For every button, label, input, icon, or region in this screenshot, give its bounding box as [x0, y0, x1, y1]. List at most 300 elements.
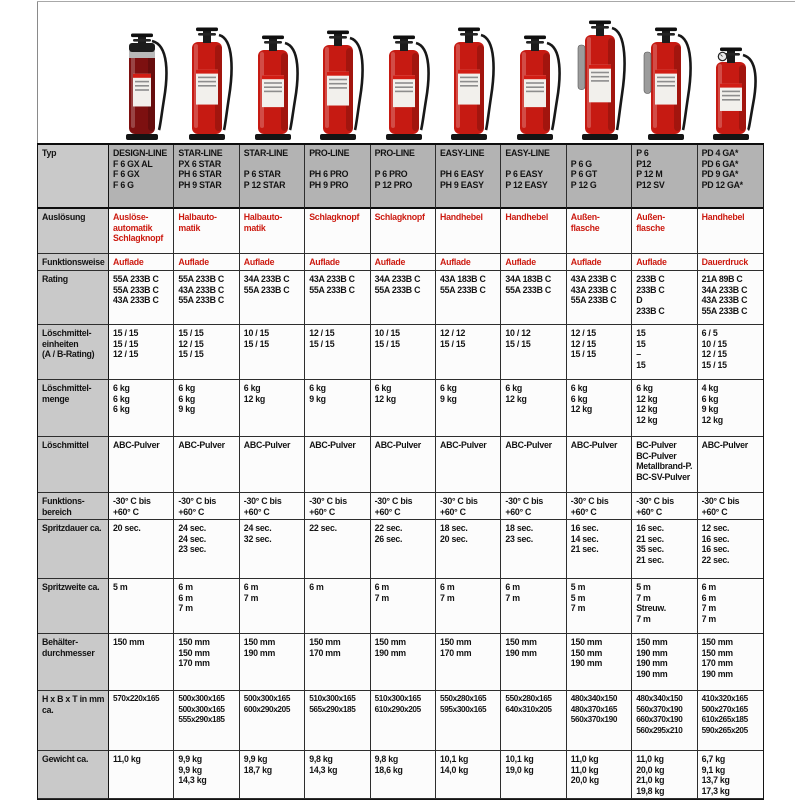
text-line: 34A 233B C	[701, 284, 748, 295]
text-line: 55A 233B C	[178, 274, 224, 284]
text-line: 55A 233B C	[178, 295, 224, 306]
spritzdauer-cell-product-6	[436, 520, 501, 579]
text-line: PH 9 STAR	[178, 179, 222, 190]
text-line: 15 / 15	[440, 338, 466, 349]
text-line: 170 mm	[178, 658, 210, 669]
ausloesung-cell-product-2	[174, 209, 239, 254]
masse-cell-product-1	[109, 691, 174, 751]
text-line: 15 / 15	[178, 349, 204, 360]
text-line: EASY-LINE	[505, 148, 550, 158]
text-line: Löschmittel-	[42, 383, 92, 393]
loeschmittel-cell-product-2	[174, 437, 239, 493]
text-line: P 6 G	[570, 158, 592, 169]
text-line: 10 / 15	[374, 328, 400, 338]
text-line: 5 m	[570, 592, 586, 603]
einheiten-cell-product-8	[567, 325, 632, 380]
text-line: 510x300x165	[374, 694, 421, 703]
text-line: -30° C bis	[570, 496, 609, 506]
spritzweite-cell-product-3	[240, 579, 305, 634]
masse-cell-product-8	[567, 691, 632, 751]
text-line: 18,6 kg	[374, 764, 403, 775]
text-line: F 6 GX	[113, 169, 140, 180]
spritzdauer-cell-product-5	[371, 520, 436, 579]
text-line: 55A 233B C	[113, 274, 159, 284]
text-line: -30° C bis	[309, 496, 347, 506]
spritzweite-cell-product-1	[109, 579, 174, 634]
text-line: F 6 GX AL	[113, 158, 153, 169]
row-label-spritzdauer	[38, 520, 109, 579]
menge-cell-product-3	[240, 380, 305, 437]
text-line: Streuw.	[636, 603, 666, 614]
masse-cell-product-10	[698, 691, 763, 751]
durchmesser-cell-product-7	[501, 634, 566, 691]
text-line: 12 kg	[636, 414, 658, 425]
text-line: P 12 M	[636, 169, 663, 180]
text-line: 22 sec.	[374, 523, 403, 533]
text-line	[375, 159, 434, 170]
text-line: 26 sec.	[374, 533, 403, 544]
text-line: 10,1 kg	[440, 754, 469, 764]
text-line: P 6 STAR	[243, 169, 281, 180]
text-line: 6 kg	[309, 383, 326, 393]
text-line: Handhebel	[440, 212, 483, 222]
bereich-cell-product-4	[305, 493, 370, 520]
text-line: 21 sec.	[636, 554, 664, 565]
row-label-loeschmittel	[38, 437, 109, 493]
text-line: 9 kg	[178, 404, 195, 415]
einheiten-cell-product-9	[632, 325, 697, 380]
text-line: 21 sec.	[570, 544, 599, 555]
rating-cell-product-2	[174, 271, 239, 325]
text-line: 16 sec.	[701, 533, 730, 544]
text-line: 150 mm	[374, 637, 406, 647]
masse-cell-product-3	[240, 691, 305, 751]
gewicht-cell-product-8	[567, 751, 632, 799]
text-line: 15	[636, 359, 646, 370]
bereich-cell-product-6	[436, 493, 501, 520]
loeschmittel-cell-product-7	[501, 437, 566, 493]
text-line: 12 / 12	[440, 328, 466, 338]
text-line: 560x370x190	[636, 704, 683, 714]
funktionsweise-cell-product-9	[632, 254, 697, 271]
text-line: 9 kg	[309, 393, 326, 404]
text-line: 9,8 kg	[374, 754, 399, 764]
spec-table	[37, 143, 764, 800]
menge-cell-product-7	[501, 380, 566, 437]
text-line: 19,0 kg	[505, 764, 534, 775]
text-line: 15 / 15	[243, 338, 269, 349]
menge-cell-product-6	[436, 380, 501, 437]
durchmesser-cell-product-5	[371, 634, 436, 691]
text-line: durchmesser	[42, 647, 95, 658]
spritzdauer-cell-product-4	[305, 520, 370, 579]
rating-cell-product-8	[567, 271, 632, 325]
text-line: 150 mm	[701, 637, 733, 647]
text-line: PD 9 GA*	[701, 169, 739, 180]
durchmesser-cell-product-1	[109, 634, 174, 691]
text-line: 4 kg	[701, 383, 719, 393]
ausloesung-cell-product-5	[371, 209, 436, 254]
spritzdauer-cell-product-3	[240, 520, 305, 579]
text-line: +60° C	[178, 506, 205, 517]
text-line: 23 sec.	[505, 533, 533, 544]
text-line: 20,0 kg	[570, 775, 599, 786]
text-line: 7 m	[701, 613, 717, 624]
text-line: +60° C	[505, 506, 532, 517]
loeschmittel-cell-product-4	[305, 437, 370, 493]
text-line: PX 6 STAR	[178, 158, 221, 169]
durchmesser-cell-product-6	[436, 634, 501, 691]
text-line: 150 mm	[701, 647, 733, 658]
gewicht-cell-product-7	[501, 751, 566, 799]
text-line: -30° C bis	[636, 496, 674, 506]
text-line: 190 mm	[505, 647, 537, 658]
row-label-ausloesung	[38, 209, 109, 254]
einheiten-cell-product-3	[240, 325, 305, 380]
text-line: 12 / 15	[309, 328, 335, 338]
text-line: 6 m	[505, 582, 520, 592]
ausloesung-cell-product-10	[698, 209, 763, 254]
text-line: 32 sec.	[243, 533, 272, 544]
text-line: 410x320x165	[701, 694, 748, 703]
text-line: 43A 233B C	[113, 295, 159, 306]
text-line: bereich	[42, 506, 72, 517]
text-line: PH 6 EASY	[440, 169, 484, 180]
text-line: 6 kg	[505, 383, 522, 393]
text-line: BC-Pulver	[636, 440, 677, 450]
text-line: 22 sec.	[309, 523, 337, 533]
text-line: +60° C	[113, 506, 139, 517]
masse-cell-product-2	[174, 691, 239, 751]
text-line: 150 mm	[178, 647, 210, 658]
text-line: flasche	[570, 222, 600, 233]
text-line: 7 m	[178, 603, 193, 614]
bereich-cell-product-1	[109, 493, 174, 520]
text-line: 6 kg	[570, 383, 588, 393]
text-line: 170 mm	[440, 647, 472, 658]
text-line: -30° C bis	[374, 496, 413, 506]
text-line: 6 kg	[570, 393, 588, 404]
text-line: EASY-LINE	[440, 148, 485, 158]
typ-cell-product-5	[371, 145, 436, 209]
text-line: -30° C bis	[505, 496, 544, 506]
text-line: 18,7 kg	[243, 764, 272, 775]
spritzdauer-cell-product-9	[632, 520, 697, 579]
text-line: Auflade	[440, 257, 471, 267]
text-line: BC-SV-Pulver	[636, 471, 690, 482]
text-line: P12	[636, 158, 652, 169]
row-label-durchmesser	[38, 634, 109, 691]
text-line: 10,1 kg	[505, 754, 534, 764]
gewicht-cell-product-1	[109, 751, 174, 799]
durchmesser-cell-product-9	[632, 634, 697, 691]
spritzdauer-cell-product-7	[501, 520, 566, 579]
text-line: Metallbrand-P.	[636, 461, 693, 472]
typ-cell-product-3	[240, 145, 305, 209]
text-line: 9,9 kg	[243, 754, 268, 764]
text-line: 21 sec.	[636, 533, 664, 544]
typ-cell-product-1	[109, 145, 174, 209]
rating-cell-product-5	[371, 271, 436, 325]
typ-cell-product-6	[436, 145, 501, 209]
text-line: 233B C	[636, 274, 665, 284]
text-line: 590x265x205	[701, 725, 748, 735]
text-line: 6 m	[440, 582, 455, 592]
text-line: ABC-Pulver	[374, 440, 421, 450]
text-line: Handhebel	[505, 212, 549, 222]
text-line: 7 m	[374, 592, 390, 603]
rating-cell-product-6	[436, 271, 501, 325]
text-line: Rating	[42, 274, 68, 284]
gewicht-cell-product-9	[632, 751, 697, 799]
text-line: Außen-	[636, 212, 665, 222]
text-line: (A / B-Rating)	[42, 349, 95, 360]
einheiten-cell-product-4	[305, 325, 370, 380]
text-line: P 12 EASY	[505, 179, 548, 190]
text-line: 150 mm	[505, 637, 537, 647]
text-line: DESIGN-LINE	[113, 148, 167, 158]
text-line: 6 m	[178, 582, 193, 592]
spritzweite-cell-product-5	[371, 579, 436, 634]
product-images-row	[37, 2, 764, 143]
text-line: 15 / 15	[309, 338, 335, 349]
text-line: 150 mm	[636, 637, 668, 647]
text-line: 6 kg	[374, 383, 392, 393]
extinguisher-image-product-1	[109, 2, 175, 143]
text-line: 190 mm	[701, 668, 733, 679]
gewicht-cell-product-10	[698, 751, 763, 799]
text-line: 16 sec.	[570, 523, 599, 533]
text-line: 6 kg	[178, 393, 195, 404]
text-line: matik	[178, 222, 201, 233]
text-line: 15 / 15	[113, 328, 139, 338]
spritzdauer-cell-product-8	[567, 520, 632, 579]
text-line: STAR-LINE	[243, 148, 288, 158]
rating-cell-product-10	[698, 271, 763, 325]
text-line: Auflade	[374, 257, 406, 267]
text-line: einheiten	[42, 338, 79, 349]
text-line: matik	[243, 222, 266, 233]
masse-cell-product-6	[436, 691, 501, 751]
extinguisher-image-product-6	[437, 2, 503, 143]
spritzweite-cell-product-4	[305, 579, 370, 634]
typ-cell-product-2	[174, 145, 239, 209]
text-line: 233B C	[636, 305, 665, 316]
text-line: 43A 233B C	[178, 284, 224, 295]
text-line: 6 kg	[113, 393, 130, 404]
text-line: 190 mm	[374, 647, 406, 658]
text-line: 15 / 15	[374, 338, 400, 349]
text-line: P 12 G	[570, 179, 597, 190]
text-line: Löschmittel-	[42, 328, 92, 338]
text-line: 17,3 kg	[701, 785, 730, 796]
text-line: flasche	[636, 222, 665, 233]
text-line: Auflade	[178, 257, 209, 267]
menge-cell-product-5	[371, 380, 436, 437]
text-line: 55A 233B C	[309, 284, 355, 295]
text-line: 55A 233B C	[570, 295, 617, 306]
masse-cell-product-9	[632, 691, 697, 751]
text-line: 55A 233B C	[440, 284, 486, 295]
row-label-funktionsweise	[38, 254, 109, 271]
text-line: P 12 STAR	[243, 179, 286, 190]
text-line: 6 kg	[701, 393, 719, 404]
ausloesung-cell-product-7	[501, 209, 566, 254]
text-line	[505, 159, 564, 170]
text-line: 150 mm	[570, 637, 603, 647]
text-line: 24 sec.	[243, 523, 272, 533]
text-line: 6 m	[374, 582, 390, 592]
row-label-menge	[38, 380, 109, 437]
text-line: +60° C	[309, 506, 335, 517]
text-line: 6 m	[701, 592, 717, 603]
text-line: ABC-Pulver	[505, 440, 552, 450]
extinguisher-image-product-2	[175, 2, 241, 143]
bereich-cell-product-10	[698, 493, 763, 520]
spritzdauer-cell-product-2	[174, 520, 239, 579]
einheiten-cell-product-5	[371, 325, 436, 380]
comparison-table	[37, 2, 764, 800]
text-line: 6 / 5	[701, 328, 718, 338]
text-line: 43A 233B C	[309, 274, 355, 284]
text-line: P 6	[636, 148, 649, 158]
extinguisher-image-product-4	[306, 2, 372, 143]
text-line: 10 / 12	[505, 328, 531, 338]
text-line: Auflade	[309, 257, 340, 267]
text-line	[244, 159, 303, 170]
text-line: 7 m	[505, 592, 520, 603]
text-line: 595x300x165	[440, 704, 487, 714]
text-line: +60° C	[636, 506, 662, 517]
text-line: ABC-Pulver	[243, 440, 291, 450]
text-line: 150 mm	[243, 637, 276, 647]
ausloesung-cell-product-4	[305, 209, 370, 254]
row-label-masse	[38, 691, 109, 751]
rating-cell-product-1	[109, 271, 174, 325]
bereich-cell-product-2	[174, 493, 239, 520]
text-line: 9,1 kg	[701, 764, 726, 775]
text-line: Auflade	[570, 257, 602, 267]
text-line: 600x290x205	[243, 704, 291, 714]
funktionsweise-cell-product-8	[567, 254, 632, 271]
text-line: 18 sec.	[505, 523, 533, 533]
einheiten-cell-product-2	[174, 325, 239, 380]
text-line: 510x300x165	[309, 694, 356, 703]
funktionsweise-cell-product-5	[371, 254, 436, 271]
text-line: 500x300x165	[178, 704, 225, 714]
row-label-spritzweite	[38, 579, 109, 634]
text-line: 570x220x165	[113, 694, 160, 703]
einheiten-cell-product-7	[501, 325, 566, 380]
text-line: ABC-Pulver	[178, 440, 225, 450]
text-line: automatik	[113, 222, 153, 233]
text-line: Funktions-	[42, 496, 85, 506]
text-line: 43A 233B C	[570, 274, 617, 284]
text-line: 23 sec.	[178, 544, 206, 555]
text-line: 150 mm	[570, 647, 603, 658]
text-line: 55A 233B C	[113, 284, 159, 295]
funktionsweise-cell-product-10	[698, 254, 763, 271]
text-line: 12 kg	[243, 393, 266, 404]
einheiten-cell-product-1	[109, 325, 174, 380]
text-line: Spritzdauer ca.	[42, 523, 102, 533]
menge-cell-product-9	[632, 380, 697, 437]
spritzweite-cell-product-7	[501, 579, 566, 634]
masse-cell-product-4	[305, 691, 370, 751]
text-line: 11,0 kg	[636, 754, 664, 764]
text-line: 16 sec.	[636, 523, 664, 533]
text-line: 610x290x205	[374, 704, 421, 714]
text-line: -30° C bis	[113, 496, 151, 506]
text-line: ca.	[42, 704, 54, 715]
text-line: 12 kg	[374, 393, 396, 404]
text-line: Schlagknopf	[113, 233, 164, 244]
text-line: 12 kg	[636, 393, 658, 404]
text-line: 14,0 kg	[440, 764, 469, 775]
extinguisher-image-product-9	[633, 2, 699, 143]
text-line: 12 / 15	[570, 328, 596, 338]
loeschmittel-cell-product-1	[109, 437, 174, 493]
text-line: 15 / 15	[701, 359, 727, 370]
einheiten-cell-product-6	[436, 325, 501, 380]
funktionsweise-cell-product-4	[305, 254, 370, 271]
menge-cell-product-4	[305, 380, 370, 437]
text-line: 5 m	[636, 582, 651, 592]
text-line: 190 mm	[636, 647, 668, 658]
text-line: Schlagknopf	[309, 212, 360, 222]
text-line: -30° C bis	[178, 496, 217, 506]
funktionsweise-cell-product-1	[109, 254, 174, 271]
bereich-cell-product-8	[567, 493, 632, 520]
spritzweite-cell-product-10	[698, 579, 763, 634]
menge-cell-product-1	[109, 380, 174, 437]
bereich-cell-product-9	[632, 493, 697, 520]
text-line: 34A 233B C	[374, 274, 421, 284]
ausloesung-cell-product-6	[436, 209, 501, 254]
text-line: Auslöse-	[113, 212, 149, 222]
durchmesser-cell-product-3	[240, 634, 305, 691]
text-line: 12 kg	[570, 404, 593, 415]
text-line: 6 kg	[113, 383, 130, 393]
text-line: H x B x T in mm	[42, 694, 105, 704]
text-line: 20,0 kg	[636, 764, 665, 775]
text-line: Handhebel	[701, 212, 745, 222]
text-line: 21,0 kg	[636, 775, 665, 786]
text-line: 15 / 15	[178, 328, 204, 338]
text-line: 6 m	[309, 582, 324, 592]
gewicht-cell-product-3	[240, 751, 305, 799]
extinguisher-image-product-10	[699, 2, 765, 143]
text-line: PRO-LINE	[309, 148, 350, 158]
spritzweite-cell-product-9	[632, 579, 697, 634]
text-line: Spritzweite ca.	[42, 582, 100, 592]
text-line: 6 kg	[636, 383, 653, 393]
text-line: 10 / 15	[243, 328, 269, 338]
text-line: 610x265x185	[701, 715, 748, 725]
text-line: 7 m	[570, 603, 586, 614]
gewicht-cell-product-6	[436, 751, 501, 799]
text-line: PH 9 PRO	[309, 179, 349, 190]
text-line: 560x295x210	[636, 725, 683, 735]
text-line: PD 4 GA*	[701, 148, 739, 158]
text-line: 13,7 kg	[701, 775, 730, 786]
text-line: 6 m	[701, 582, 717, 592]
text-line: 9 kg	[440, 393, 457, 404]
row-label-typ	[38, 145, 109, 209]
text-line: 15 / 15	[113, 338, 139, 349]
text-line: Typ	[42, 148, 57, 158]
ausloesung-cell-product-9	[632, 209, 697, 254]
